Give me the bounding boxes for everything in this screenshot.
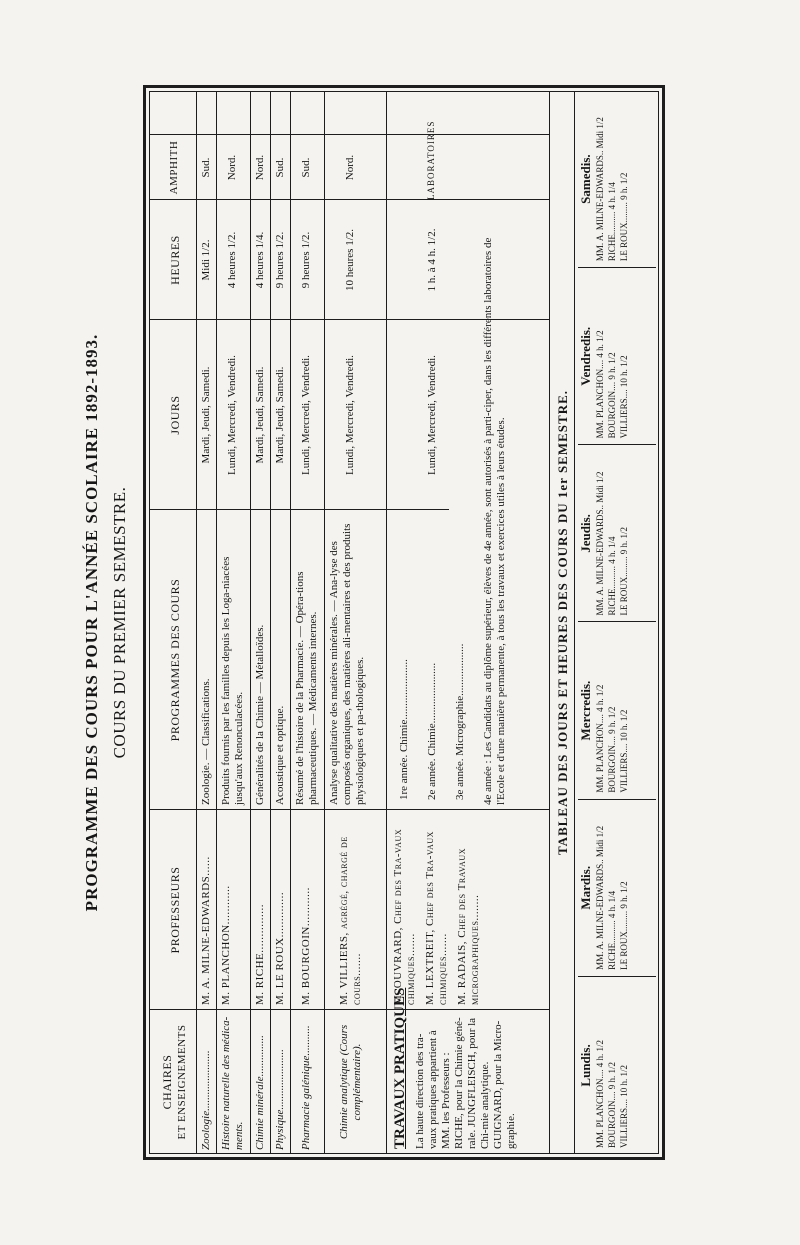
- tableau-day-line: BOURGOIN.... 9 h. 1/2: [607, 1061, 617, 1148]
- row-jours: Mardi, Jeudi, Samedi.: [254, 366, 266, 464]
- tableau-day-column: [578, 91, 656, 268]
- tableau-day-line: VILLIERS.... 10 h. 1/2: [619, 709, 629, 793]
- tableau-day-name: Samedis.: [578, 154, 593, 204]
- tableau-day-line: VILLIERS.... 10 h. 1/2: [619, 1065, 629, 1148]
- tableau-day-name: Mardis.: [578, 865, 593, 910]
- header-amphith: AMPHITH: [168, 140, 180, 195]
- tableau-day-line: LE ROUX......... 9 h. 1/2: [619, 172, 629, 262]
- travaux-text: La haute direction des tra-vaux pratiques appartient à MM. les Professeurs : RICHE, pour la Chimie géné-rale. JUNGFLEISCH, pour la Chi-mie analytique. GUIGNARD, pour la Micro-graphie.: [414, 1017, 517, 1149]
- row-chaire: Pharmacie galénique...........: [300, 1025, 312, 1150]
- tableau-day-line: VILLIERS.... 10 h. 1/2: [619, 355, 629, 439]
- row-jours: Lundi, Mercredi, Vendredi.: [344, 355, 356, 475]
- row-programme: Produits fournis par les familles depuis les Loga-niacées jusqu'aux Renonculacées.: [220, 556, 245, 805]
- row-professeur: M. LE ROUX..............: [274, 891, 286, 1005]
- tableau-day-column: [578, 268, 656, 445]
- tableau-day-line: MM. PLANCHON.... 4 h. 1/2: [595, 330, 605, 439]
- row-jours: Mardi, Jeudi, Samedi.: [274, 366, 286, 464]
- chef-travaux: M. LEXTREIT, Chef des Tra-vaux chimiques.......: [424, 831, 449, 1005]
- row-programme: Résumé de l'histoire de la Pharmacie. — Opéra-tions pharmaceutiques. — Médicaments internes.: [294, 571, 319, 805]
- travaux-heading: TRAVAUX PRATIQUES: [392, 987, 408, 1149]
- row-amphith: Nord.: [344, 154, 356, 181]
- tableau-day-line: MM. PLANCHON.... 4 h. 1/2: [595, 684, 605, 793]
- row-professeur: M. PLANCHON............: [220, 885, 232, 1005]
- tableau-day-line: LE ROUX......... 9 h. 1/2: [619, 527, 629, 616]
- chef-travaux: M. OUVRARD, Chef des Tra-vaux chimiques.......: [392, 828, 417, 1005]
- travaux-heures: 1 h. à 4 h. 1/2.: [426, 228, 438, 292]
- row-professeur: M. RICHE...............: [254, 903, 266, 1005]
- travaux-jours: Lundi, Mercredi, Vendredi.: [426, 355, 438, 475]
- row-amphith: Sud.: [200, 157, 212, 178]
- row-programme: Analyse qualitative des matières minérales. — Ana-lyse des composés organiques, des matières ali-mentaires et des produits physiologiques et pa-thologiques.: [328, 523, 366, 805]
- tableau-day-line: MM. PLANCHON.... 4 h. 1/2: [595, 1039, 605, 1148]
- tableau-day-line: LE ROUX......... 9 h. 1/2: [619, 881, 629, 970]
- row-chaire: Physique......................: [274, 1049, 286, 1150]
- tableau-day-line: RICHE.......... 4 h. 1/4: [607, 890, 617, 970]
- row-heures: 4 heures 1/4.: [254, 231, 266, 289]
- tableau-day-name: Mercredis.: [578, 680, 593, 741]
- header-enseignements: ET ENSEIGNEMENTS: [176, 1024, 188, 1140]
- annee-line: 1re année. Chimie......................: [398, 659, 410, 800]
- page-title: PROGRAMME DES COURS POUR L'ANNÉE SCOLAIRE 1892-1893.: [82, 333, 101, 912]
- row-programme: Acoustique et optique.: [274, 705, 286, 805]
- row-programme: Généralités de la Chimie — Métalloïdes.: [254, 624, 266, 805]
- row-heures: 9 heures 1/2.: [300, 231, 312, 289]
- tableau-day-line: BOURGOIN.... 9 h. 1/2: [607, 352, 617, 439]
- annee-line: 3e année. Micrographie...................: [454, 643, 466, 800]
- row-programme: Zoologie. — Classifications.: [200, 678, 212, 805]
- row-jours: Lundi, Mercredi, Vendredi.: [226, 355, 238, 475]
- row-chaire: Zoologie......................: [200, 1050, 212, 1150]
- tableau-day-name: Jeudis.: [578, 514, 593, 553]
- header-jours: JOURS: [168, 395, 182, 435]
- row-chaire: Chimie analytique (Cours complémentaire).: [338, 1024, 363, 1140]
- tableau-day-column: [578, 623, 656, 800]
- row-jours: Lundi, Mercredi, Vendredi.: [300, 355, 312, 475]
- header-programmes: PROGRAMMES DES COURS: [168, 578, 182, 742]
- tableau-day-line: RICHE.......... 4 h. 1/4: [607, 182, 617, 262]
- row-amphith: Nord.: [254, 154, 266, 181]
- travaux-amphith: LABORATOIRES: [426, 120, 436, 200]
- row-professeur: M. BOURGOIN............: [300, 887, 312, 1005]
- tableau-day-column: [578, 800, 656, 977]
- row-amphith: Nord.: [226, 154, 238, 181]
- row-professeur: M. A. MILNE-EDWARDS......: [200, 856, 212, 1005]
- row-heures: Midi 1/2.: [200, 239, 212, 281]
- header-heures: HEURES: [168, 235, 182, 285]
- row-professeur: M. VILLIERS, agrégé, chargé de cours.......: [338, 836, 363, 1005]
- row-chaire: Histoire naturelle des médica-ments.: [220, 1016, 245, 1150]
- tableau-day-column: [578, 977, 656, 1154]
- row-amphith: Sud.: [300, 157, 312, 178]
- tableau-title: TABLEAU DES JOURS ET HEURES DES COURS DU 1er SEMESTRE.: [555, 389, 570, 856]
- row-heures: 10 heures 1/2.: [344, 229, 356, 292]
- chef-travaux: M. RADAIS, Chef des Travaux micrographiques........: [456, 848, 481, 1005]
- row-amphith: Sud.: [274, 157, 286, 178]
- header-chaires: CHAIRES: [160, 1054, 174, 1110]
- tableau-day-line: MM. A. MILNE-EDWARDS.. Midi 1/2: [595, 825, 605, 970]
- row-heures: 9 heures 1/2.: [274, 231, 286, 289]
- tableau-day-name: Lundis.: [578, 1044, 593, 1087]
- row-chaire: Chimie minérale...............: [254, 1035, 266, 1150]
- tableau-day-line: BOURGOIN.... 9 h. 1/2: [607, 706, 617, 793]
- annee-line: 2e année. Chimie......................: [426, 662, 438, 800]
- page-subtitle: COURS DU PREMIER SEMESTRE.: [110, 486, 129, 759]
- tableau-day-line: RICHE.......... 4 h. 1/4: [607, 536, 617, 616]
- row-jours: Mardi, Jeudi, Samedi.: [200, 366, 212, 464]
- row-heures: 4 heures 1/2.: [226, 231, 238, 289]
- quatrieme-annee-note: 4e année : Les Candidats au diplôme supérieur, élèves de 4e année, sont autorisés à parti-ciper, dans les différents laboratoires de l'Ecole et d'une manière permanente, à tous les travaux et exercices utiles à leurs études.: [482, 237, 507, 805]
- header-professeurs: PROFESSEURS: [168, 866, 182, 954]
- tableau-day-column: [578, 445, 656, 622]
- tableau-day-line: MM. A. MILNE-EDWARDS.. Midi 1/2: [595, 471, 605, 616]
- tableau-day-line: MM. A. MILNE-EDWARDS.. Midi 1/2: [595, 117, 605, 262]
- tableau-day-name: Vendredis.: [578, 326, 593, 386]
